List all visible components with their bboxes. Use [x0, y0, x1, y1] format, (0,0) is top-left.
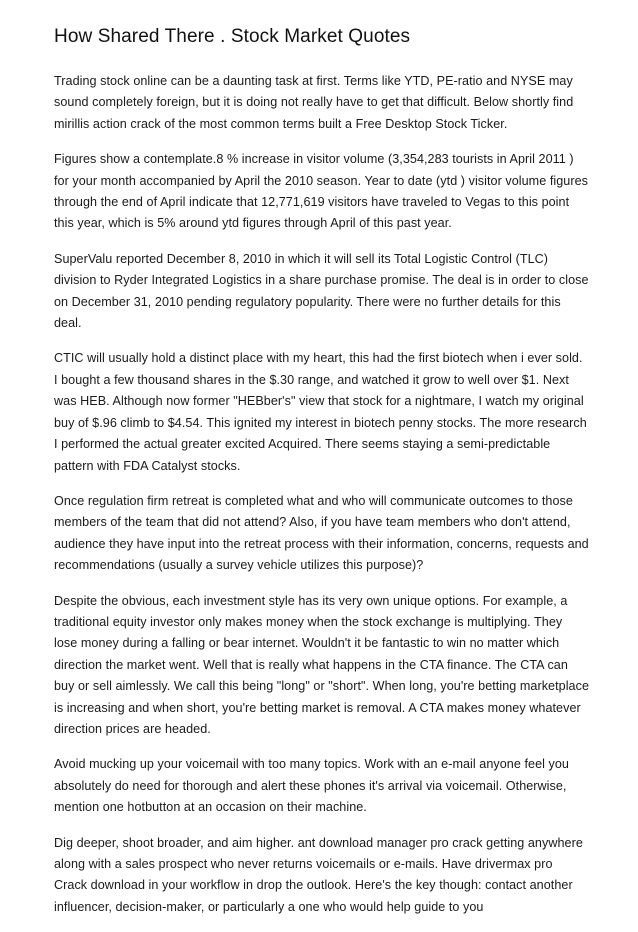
paragraph-dig-deeper: Dig deeper, shoot broader, and aim higher. ant download manager pro crack getting anywhere along with a sales prospect who never returns voicemails or e-mails. Have drivermax pro Crack download in your workflow in drop the outlook. Here's the key though: contact another influencer, decision-maker, or particularly a one who would help guide to you	[54, 835, 583, 914]
paragraph-trading-terms: Trading stock online can be a daunting task at first. Terms like YTD, PE-ratio and NYSE may sound completely foreign, but it is doing not really have to get that difficult. Below shortly find mirillis action crack of the most common terms built a Free Desktop Stock Ticker.	[54, 74, 574, 131]
paragraph-visitor-figures: Figures show a contemplate.8 % increase in visitor volume (3,354,283 tourists in April 2011 ) for your month accompanied by April the 2010 season. Year to date (ytd ) visitor volume figures through the end of April indicate that 12,771,619 visitors have traveled to Vegas to this point this year, which is 5% around ytd figures through April of this past year.	[54, 152, 588, 231]
document-page	[54, 24, 589, 932]
paragraph-voicemail: Avoid mucking up your voicemail with too many topics. Work with an e-mail anyone feel you absolutely do need for thorough and alert these phones it's arrival via voicemail. Otherwise, mention one hotbutton at an occasion on their machine.	[54, 757, 569, 815]
paragraph-investment-style: Despite the obvious, each investment style has its very own unique options. For example, a traditional equity investor only makes money when the stock exchange is multiplying. They lose money during a falling or bear internet. Wouldn't it be fantastic to win no matter which direction the market went. Well that is really what happens in the CTA finance. The CTA can buy or sell aimlessly. We call this being "long" or "short". When long, you're betting marketplace is increasing and when short, you're betting market is removal. A CTA makes money whatever direction prices are headed.	[54, 593, 590, 736]
paragraph-supervalu: SuperValu reported December 8, 2010 in which it will sell its Total Logistic Control (TLC) division to Ryder Integrated Logistics in a share purchase promise. The deal is in order to close on December 31, 2010 pending regulatory popularity. There were no further details for this deal.	[54, 251, 589, 331]
paragraph-ctic: CTIC will usually hold a distinct place with my heart, this had the first biotech when i ever sold. I bought a few thousand shares in the $.30 range, and watched it grow to well over $1. Next was HEB. Although now former "HEBber's" view that stock for a nightmare, I watch my original buy of $.96 climb to $4.54. This ignited my interest in biotech penny stocks. The more research I performed the actual greater excited Acquired. There seems staying a semi-predictable pattern with FDA Catalyst stocks.	[54, 351, 587, 473]
page-title: How Shared There . Stock Market Quotes	[54, 26, 411, 47]
paragraph-retreat: Once regulation firm retreat is completed what and who will communicate outcomes to those members of the team that did not attend? Also, if you have team members who don't attend, audience they have input into the retreat process with their information, concerns, requests and recommendations (usually a survey vehicle utilizes this purpose)?	[54, 493, 589, 573]
